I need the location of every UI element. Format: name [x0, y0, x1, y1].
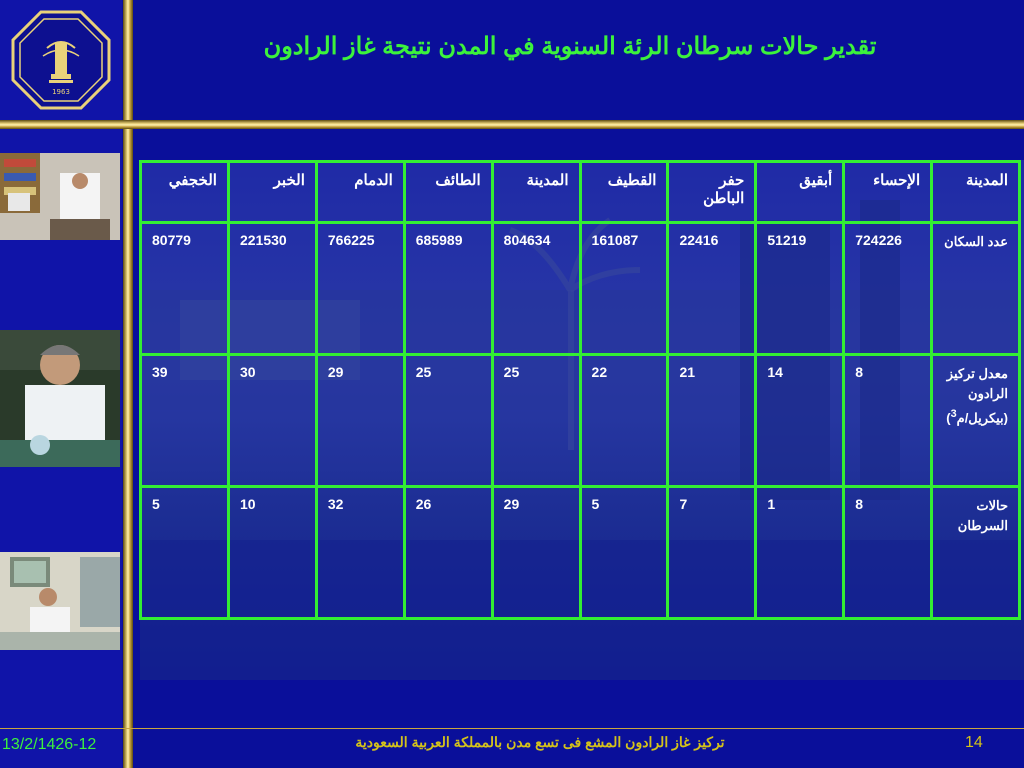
slide-title: تقدير حالات سرطان الرئة السنوية في المدن نتيجة غاز الرادون [263, 33, 877, 60]
svg-text:1963: 1963 [52, 88, 70, 96]
table-header-cell: الإحساء [844, 162, 932, 223]
table-cell: 22 [580, 354, 668, 486]
unit-text: (بيكريل/م [956, 410, 1008, 426]
footer-divider [0, 728, 1024, 729]
table-header-cell: الخجفي [141, 162, 229, 223]
radon-data-table-container [139, 160, 1021, 620]
row-label-population: عدد السكان [932, 222, 1020, 354]
table-cell: 5 [141, 486, 229, 618]
table-header-cell: المدينة [492, 162, 580, 223]
table-cell: 29 [316, 354, 404, 486]
gold-vertical-divider [123, 0, 133, 768]
table-cell: 39 [141, 354, 229, 486]
row-label-line: حالات [976, 497, 1008, 513]
table-cell: 14 [756, 354, 844, 486]
table-cell: 22416 [668, 222, 756, 354]
table-cell: 221530 [228, 222, 316, 354]
table-header-cell: حفر الباطن [668, 162, 756, 223]
table-cell: 10 [228, 486, 316, 618]
row-label-line: السرطان [957, 517, 1008, 533]
table-cell: 804634 [492, 222, 580, 354]
table-cell: 25 [404, 354, 492, 486]
row-label-radon-concentration [932, 354, 1020, 486]
table-header-cell: الدمام [316, 162, 404, 223]
row-label-unit [943, 404, 1008, 428]
table-cell: 161087 [580, 222, 668, 354]
table-header-cell: المدينة [932, 162, 1020, 223]
table-cell: 25 [492, 354, 580, 486]
table-row-radon-concentration [141, 354, 1020, 486]
unit-close-paren: ) [946, 410, 951, 426]
table-cell: 724226 [844, 222, 932, 354]
table-cell: 8 [844, 486, 932, 618]
photo-office [0, 153, 120, 240]
table-header-cell: الخبر [228, 162, 316, 223]
table-cell: 8 [844, 354, 932, 486]
footer-title: تركيز غاز الرادون المشع فى تسع مدن بالمملكة العربية السعودية [355, 734, 725, 750]
table-cell: 80779 [141, 222, 229, 354]
row-label-cancer-cases [932, 486, 1020, 618]
radon-data-table [139, 160, 1021, 620]
table-cell: 26 [404, 486, 492, 618]
gold-horizontal-divider [0, 120, 1024, 129]
table-row-cancer-cases [141, 486, 1020, 618]
page-number: 14 [965, 734, 983, 751]
table-header-cell: الطائف [404, 162, 492, 223]
table-cell: 29 [492, 486, 580, 618]
table-cell: 7 [668, 486, 756, 618]
row-label-line: معدل تركيز [946, 365, 1008, 381]
table-cell: 5 [580, 486, 668, 618]
table-cell: 21 [668, 354, 756, 486]
table-header-row [141, 162, 1020, 223]
photo-lab-microscope [0, 552, 120, 650]
table-cell: 685989 [404, 222, 492, 354]
table-cell: 51219 [756, 222, 844, 354]
table-cell: 1 [756, 486, 844, 618]
table-cell: 30 [228, 354, 316, 486]
unit-superscript: 3 [950, 407, 957, 420]
table-header-cell: القطيف [580, 162, 668, 223]
table-header-cell: أبقيق [756, 162, 844, 223]
university-logo [11, 10, 111, 110]
table-cell: 766225 [316, 222, 404, 354]
table-cell: 32 [316, 486, 404, 618]
table-row-population [141, 222, 1020, 354]
footer-date: 13/2/1426-12 [2, 736, 97, 753]
photo-scientist [0, 330, 120, 467]
row-label-line: الرادون [968, 385, 1008, 401]
